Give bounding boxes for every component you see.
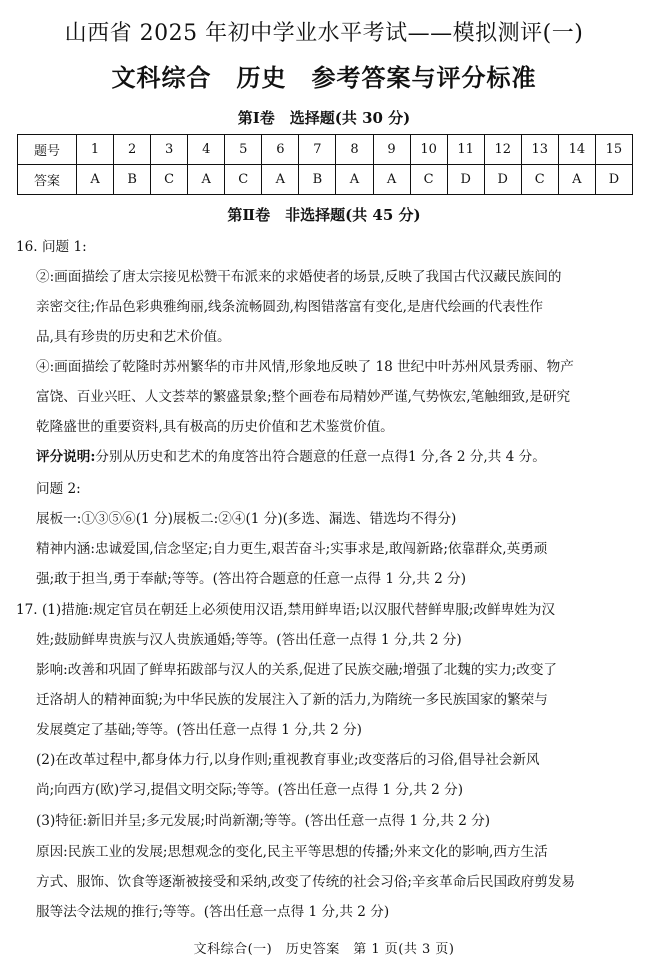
question-number: 9 [373,135,410,165]
answer-line: 展板一:①③⑤⑥(1 分)展板二:②④(1 分)(多选、漏选、错选均不得分) [36,511,457,527]
answer-table [17,134,633,195]
question-number: 12 [484,135,521,165]
q16-heading: 16. 问题 1: [16,239,87,255]
scoring-note-label: 评分说明: [36,449,96,465]
answer-cell: A [558,165,595,195]
answer-cell: B [114,165,151,195]
question-number-row [18,135,633,165]
question-number: 6 [262,135,299,165]
scoring-note-text: 分别从历史和艺术的角度答出符合题意的任意一点得1 分,各 2 分,共 4 分。 [95,449,546,465]
answer-line: 精神内涵:忠诚爱国,信念坚定;自力更生,艰苦奋斗;实事求是,敢闯新路;依靠群众,英勇顽 [36,541,548,557]
answer-line: 品,具有珍贵的历史和艺术价值。 [36,329,231,345]
question-number: 14 [558,135,595,165]
question-number: 10 [410,135,447,165]
answer-cell: D [484,165,521,195]
answer-line: (3)特征:新旧并呈;多元发展;时尚新潮;等等。(答出任意一点得 1 分,共 2 分) [36,813,491,829]
question-number: 8 [336,135,373,165]
answer-cell: A [188,165,225,195]
row-label-question: 题号 [18,135,77,165]
question-number: 2 [114,135,151,165]
answer-line: 原因:民族工业的发展;思想观念的变化,民主平等思想的传播;外来文化的影响,西方生活 [36,844,548,860]
question-number: 1 [77,135,114,165]
answer-cell: B [299,165,336,195]
answer-line: 姓;鼓励鲜卑贵族与汉人贵族通婚;等等。(答出任意一点得 1 分,共 2 分) [36,632,462,648]
answer-cell: A [373,165,410,195]
answer-line: 富饶、百业兴旺、人文荟萃的繁盛景象;整个画卷布局精妙严谨,气势恢宏,笔触细致,是研究 [36,389,571,405]
answer-line: 影响:改善和巩固了鲜卑拓跋部与汉人的关系,促进了民族交融;增强了北魏的实力;改变了 [36,662,558,678]
answer-cell: D [595,165,632,195]
answer-cell: C [521,165,558,195]
answer-line: 亲密交往;作品色彩典雅绚丽,线条流畅圆劲,构图错落富有变化,是唐代绘画的代表性作 [36,299,543,315]
question-number: 13 [521,135,558,165]
section-1-title: 第Ⅰ卷 选择题(共 30 分) [237,109,411,127]
answer-key-subtitle: 文科综合 历史 参考答案与评分标准 [111,63,537,92]
q17-heading: 17. (1)措施:规定官员在朝廷上必须使用汉语,禁用鲜卑语;以汉服代替鲜卑服;改鲜卑姓为汉 [16,602,556,618]
answer-line: 服等法令法规的推行;等等。(答出任意一点得 1 分,共 2 分) [36,904,390,920]
question-number: 15 [595,135,632,165]
question-number: 4 [188,135,225,165]
page-footer: 文科综合(一) 历史答案 第 1 页(共 3 页) [193,942,455,957]
scoring-note [36,449,546,465]
answer-line: 问题 2: [36,481,81,497]
question-number: 11 [447,135,484,165]
answer-row [18,165,633,195]
answer-cell: C [410,165,447,195]
answer-line: ④:画面描绘了乾隆时苏州繁华的市井风情,形象地反映了 18 世纪中叶苏州风景秀丽、物产 [36,359,574,375]
question-number: 5 [225,135,262,165]
answer-cell: A [77,165,114,195]
row-label-answer: 答案 [18,165,77,195]
answer-cell: D [447,165,484,195]
answer-line: (2)在改革过程中,都身体力行,以身作则;重视教育事业;改变落后的习俗,倡导社会新风 [36,752,540,768]
answer-line: 方式、服饰、饮食等逐渐被接受和采纳,改变了传统的社会习俗;辛亥革命后民国政府剪发易 [36,874,576,890]
section-2-title: 第Ⅱ卷 非选择题(共 45 分) [227,206,421,224]
answer-line: 强;敢于担当,勇于奉献;等等。(答出符合题意的任意一点得 1 分,共 2 分) [36,571,467,587]
answer-line: ②:画面描绘了唐太宗接见松赞干布派来的求婚使者的场景,反映了我国古代汉藏民族间的 [36,269,562,285]
answer-cell: C [225,165,262,195]
answer-line: 迁洛胡人的精神面貌;为中华民族的发展注入了新的活力,为隋统一多民族国家的繁荣与 [36,692,548,708]
exam-title: 山西省 2025 年初中学业水平考试——模拟测评(一) [64,21,584,46]
answer-line: 发展奠定了基础;等等。(答出任意一点得 1 分,共 2 分) [36,722,362,738]
answer-cell: A [262,165,299,195]
answer-line: 尚;向西方(欧)学习,提倡文明交际;等等。(答出任意一点得 1 分,共 2 分) [36,782,464,798]
question-number: 3 [151,135,188,165]
answer-cell: A [336,165,373,195]
answer-cell: C [151,165,188,195]
answer-line: 乾隆盛世的重要资料,具有极高的历史价值和艺术鉴赏价值。 [36,419,394,435]
question-number: 7 [299,135,336,165]
